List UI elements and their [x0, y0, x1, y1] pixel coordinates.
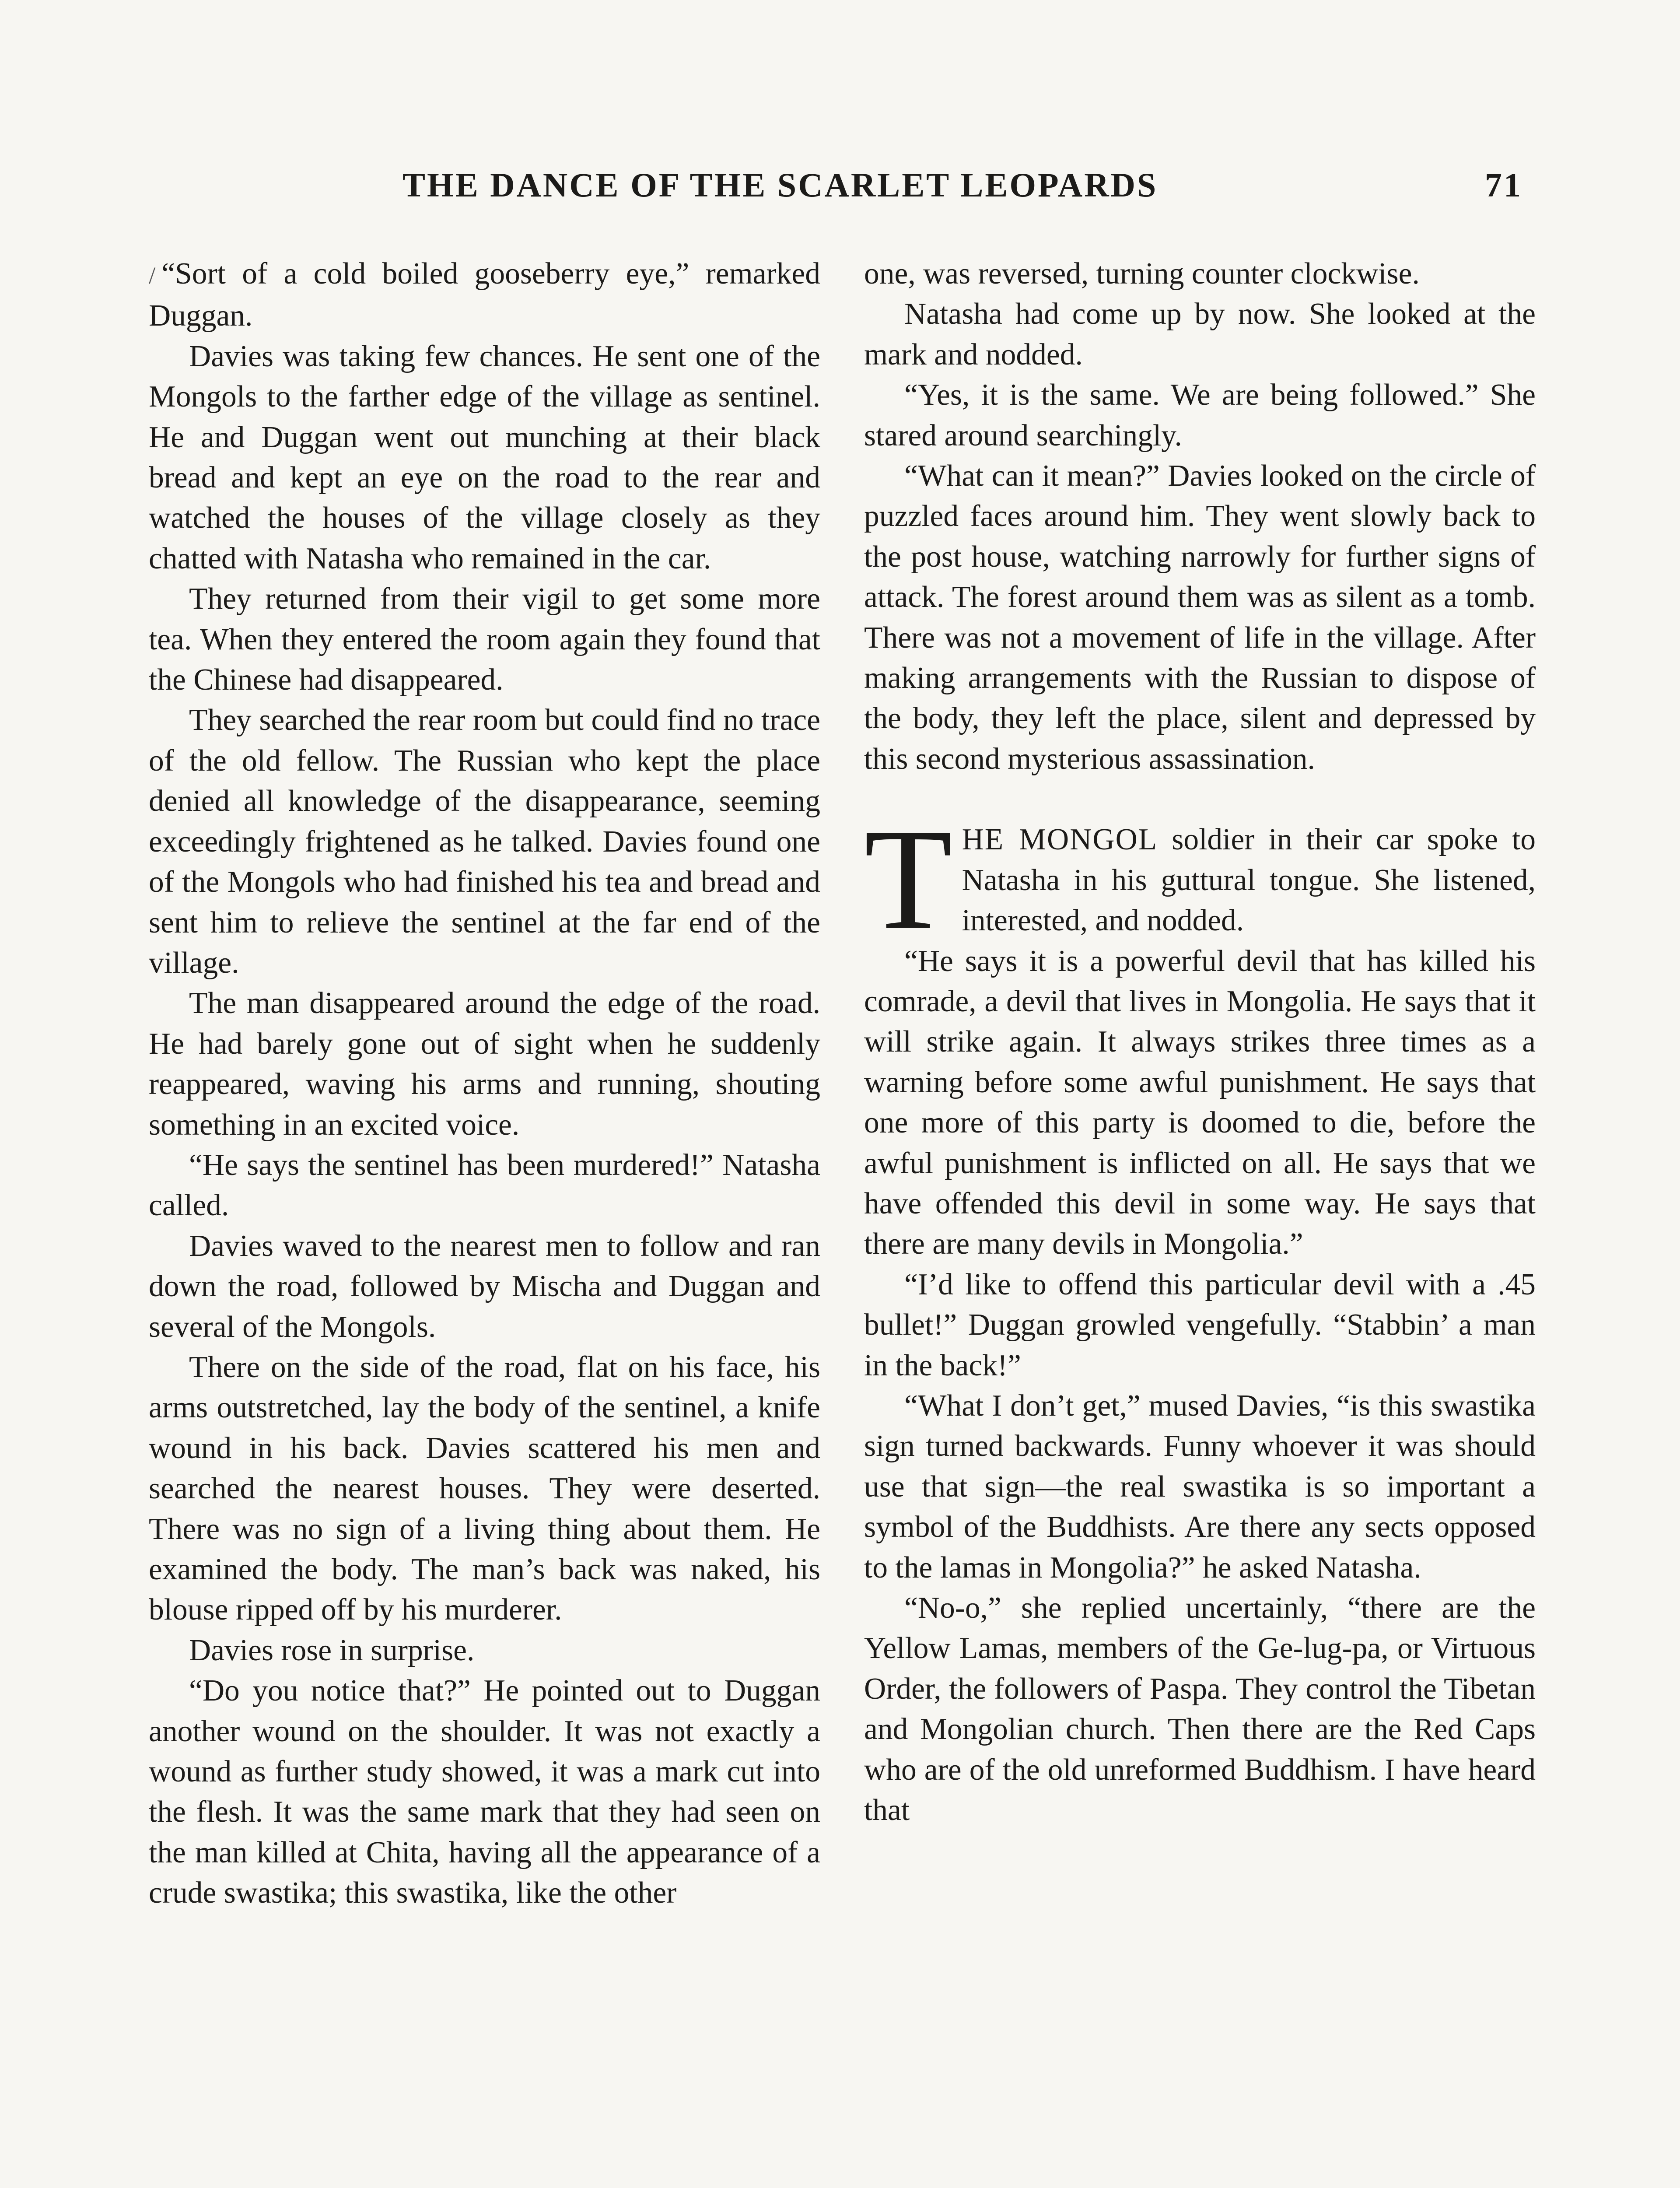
paragraph: / “Sort of a cold boiled gooseberry eye,” remarked Duggan.	[149, 257, 820, 333]
paragraph: Davies rose in surprise.	[189, 1633, 475, 1667]
margin-tick-mark: /	[149, 262, 156, 289]
paragraph: The man disappeared around the edge of the road. He had barely gone out of sight when he suddenly reappeared, waving his arms and running, shouting something in an excited voice.	[149, 986, 820, 1142]
paragraph: They searched the rear room but could find no trace of the old fellow. The Russian who kept the place denied all knowledge of the disappearance, seeming exceedingly frightened as he talked. Davies found one of the Mongols who had finished his tea and bread and sent him to relieve the sentinel at the far end of the village.	[149, 703, 820, 980]
paragraph: They returned from their vigil to get some more tea. When they entered the room again they found that the Chinese had disappeared.	[149, 582, 820, 697]
paragraph: “No-o,” she replied uncertainly, “there are the Yellow Lamas, members of the Ge-lug-pa, or Virtuous Order, the followers of Paspa. They control the Tibetan and Mongolian church. Then there are the Red Caps who are of the old unreformed Buddhism. I have heard that	[864, 1591, 1536, 1827]
paragraph: Davies waved to the nearest men to follow and ran down the road, followed by Mischa and Duggan and several of the Mongols.	[149, 1229, 820, 1344]
paragraph: “What I don’t get,” mused Davies, “is this swastika sign turned backwards. Funny whoever it was should use that sign—the real swastika is so important a symbol of the Buddhists. Are there any sects opposed to the lamas in Mongolia?” he asked Natasha.	[864, 1389, 1536, 1585]
paragraph: “I’d like to offend this particular devil with a .45 bullet!” Duggan growled vengefully. “Stabbin’ a man in the back!”	[864, 1267, 1536, 1382]
right-column	[864, 254, 1536, 1830]
left-column	[149, 254, 820, 1914]
section-opening-paragraph: THE MONGOL soldier in their car spoke to Natasha in his guttural tongue. She listened, interested, and nodded.	[864, 799, 1536, 960]
paragraph: There on the side of the road, flat on his face, his arms outstretched, lay the body of the sentinel, a knife wound in his back. Davies scattered his men and searched the nearest houses. They were deserted. There was no sign of a living thing about them. He examined the body. The man’s back was naked, his blouse ripped off by his murderer.	[149, 1350, 820, 1627]
paragraph: “He says the sentinel has been murdered!” Natasha called.	[149, 1148, 820, 1223]
running-title: THE DANCE OF THE SCARLET LEOPARDS	[402, 166, 1158, 204]
paragraph: Natasha had come up by now. She looked at the mark and nodded.	[864, 297, 1536, 372]
continued-paragraph: one, was reversed, turning counter clockwise.	[864, 257, 1420, 291]
running-header	[402, 165, 1522, 214]
paragraph: “He says it is a powerful devil that has killed his comrade, a devil that lives in Mongolia. He says that it will strike again. It always strikes three times as a warning before some awful punishment. He says that one more of this party is doomed to die, before the awful punishment is inflicted on all. He says that we have offended this devil in some way. He says that there are many devils in Mongolia.”	[864, 944, 1536, 1261]
paragraph: “What can it mean?” Davies looked on the circle of puzzled faces around him. They went slowly back to the post house, watching narrowly for further signs of attack. The forest around them was as silent as a tomb. There was not a movement of life in the village. After making arrangements with the Russian to dispose of the body, they left the place, silent and depressed by this second mysterious assassination.	[864, 459, 1536, 776]
page-number: 71	[1485, 166, 1522, 204]
paragraph: “Yes, it is the same. We are being followed.” She stared around searchingly.	[864, 378, 1536, 452]
paragraph: “Do you notice that?” He pointed out to Duggan another wound on the shoulder. It was not exactly a wound as further study showed, it was a mark cut into the flesh. It was the same mark that they had seen on the man killed at Chita, having all the appearance of a crude swastika; this swastika, like the other	[149, 1674, 820, 1910]
drop-cap: T	[864, 799, 952, 960]
paragraph: Davies was taking few chances. He sent one of the Mongols to the farther edge of the village as sentinel. He and Duggan went out munching at their black bread and kept an eye on the road to the rear and watched the houses of the village closely as they chatted with Natasha who remained in the car.	[149, 339, 820, 575]
section-lead-in: HE MONGOL	[962, 823, 1158, 857]
